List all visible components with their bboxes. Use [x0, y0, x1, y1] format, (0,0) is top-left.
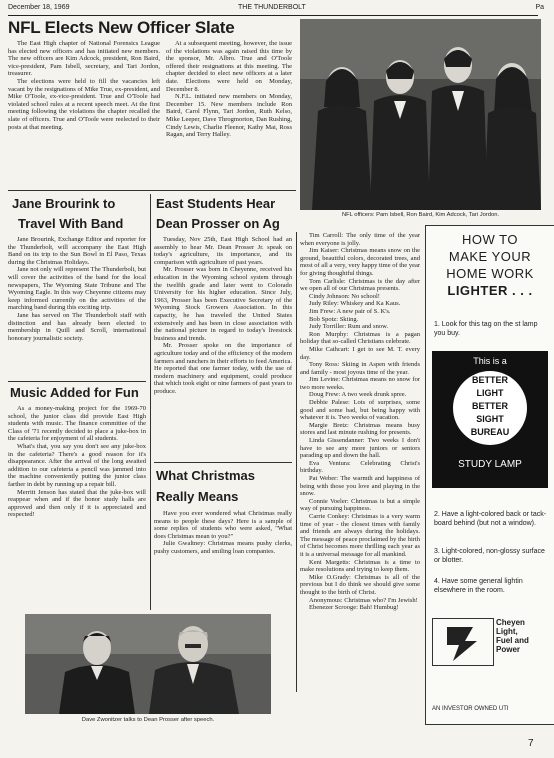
- prosser-photo-caption: Dave Zwonitzer talks to Dean Prosser after speech.: [81, 717, 215, 723]
- brourink-headline-line-1: Jane Brourink to: [12, 196, 116, 211]
- company-name: [496, 618, 552, 654]
- response: Doug Frew: A two week drunk spree.: [309, 391, 407, 399]
- brourink-headline-line-2: Travel With Band: [18, 216, 124, 231]
- prosser-headline-line-1: East Students Hear: [156, 196, 276, 211]
- response: Jim Kaiser: Christmas means snow on the ground, beautiful colors, decorated trees, and most of all a very, very happy time of the year for giving thoughtful things.: [300, 247, 420, 277]
- tag-bottom-text: STUDY LAMP: [458, 459, 522, 470]
- brourink-body: [8, 236, 146, 376]
- response: Anonymous: Christmas who? I'm Jewish!: [309, 596, 418, 604]
- company-name-line: Power: [496, 645, 521, 654]
- response: Mike Cathcart: I get to see M. T. every day.: [300, 345, 420, 361]
- response: Linda Gissendanner: Two weeks I don't have to see any more juniors or seniors parading up and down the hall.: [300, 437, 420, 460]
- ad-line-3: HOME WORK: [446, 266, 534, 281]
- bbsb-seal: [453, 371, 527, 445]
- nfl-officers-illustration: [300, 19, 541, 210]
- paragraph: As a money-making project for the 1969-70 school, the junior class did provide East High students with music. The finance committee of the Class of '71 recently decided to place a juke-box in the cafeteria for enjoyment of all students.: [8, 405, 146, 443]
- company-logo-box: [432, 618, 494, 666]
- nfl-column-1: [8, 40, 160, 162]
- christmas-responses: [300, 232, 420, 725]
- response: Pat Weber: The warmth and happiness of being with those you love and playing in the snow.: [300, 475, 420, 498]
- ad-item-1: 1. Look for this tag on the st lamp you buy.: [434, 321, 538, 337]
- paragraph: Mr. Prosser spoke on the importance of agriculture today and of the efficiency of the modern farmers and ranchers in their efforts to feed America. He reported that one farmer today, with the use of modern machinery and equipment, could produce that which took eight or nine farmers of past years to produce.: [154, 342, 292, 395]
- ad-line-2: MAKE YOUR: [448, 249, 532, 264]
- paragraph: N.F.L. initiated new members on Monday, December 15. New members include Ron Baird, Carol Flynn, Tari Jordon, Ruth Kelso, Mike Leeper, Dave Throgmorton, Dan Rushing, Cindy Lewis, Charlie Fleenor, Kathy Mai, Ross Ragan, and Terry Halley.: [166, 93, 292, 139]
- response: Connie Voeler: Christmas is but a simple way of pursuing happiness.: [300, 497, 420, 513]
- section-divider: [8, 381, 146, 382]
- response: Debbie Palese: Lots of surprises, some good and some bad, but being happy with whatever it is. Two weeks of vacation.: [300, 399, 420, 422]
- music-body: [8, 405, 146, 610]
- paragraph: Julie Gwaltney: Christmas means pushy clerks, pushy customers, and smiling loan companies.: [154, 540, 292, 555]
- section-divider: [8, 190, 296, 191]
- paragraph: Jane not only will represent The Thunderbolt, but will cover the activities of the band for the local newspapers, The Wyoming State Tribune and The Wyoming Eagle. In this way Cheyenne citizens may keep informed currently on the activities of the marching band during this exciting trip.: [8, 266, 146, 312]
- tag-top-text: This is a: [473, 356, 507, 366]
- ad-line-1: HOW TO: [462, 232, 518, 247]
- ad-line-4: LIGHTER . . .: [447, 283, 533, 298]
- paragraph: Mr. Prosser was born in Cheyenne, received his education in the Wyoming school system through the twelfth grade and later went to Colorado University for his higher education. Since July, 1963, Prosser has been Executive Secretary of the Wyoming Stock Growers Association. In this capacity, he has traveled the United States extensively and has been in close association with the national picture in regard to today's livestock business and trends.: [154, 266, 292, 342]
- music-headline: Music Added for Fun: [10, 385, 139, 400]
- page-number: 7: [528, 738, 534, 749]
- page-header: [8, 3, 544, 16]
- seal-word: BETTER: [472, 401, 508, 411]
- bbsb-tag: [432, 351, 548, 488]
- nfl-photo-caption: NFL officers: Pam Isbell, Ron Baird, Kim Adcock, Tari Jordon.: [341, 212, 500, 218]
- response: Bob Spotz: Skiing.: [309, 315, 359, 323]
- study-lamp-ad: [425, 225, 554, 725]
- ad-footer: AN INVESTOR OWNED UTI: [432, 706, 509, 712]
- seal-word: BUREAU: [470, 427, 510, 437]
- paragraph: At a subsequent meeting, however, the issue of the violations was again raised this time by the sponsor, Mr. Albro. True and O'Toole offered their resignations at this meeting. The chapter decided to elect new officers at a later date. Elections were held on Monday, December 8.: [166, 40, 292, 93]
- paragraph: Have you ever wondered what Christmas really means to people these days? Here is a sample of some replies of students who were asked, "What does Christmas mean to you?": [154, 510, 292, 540]
- paragraph: What's that, you say you don't see any juke-box in the cafeteria? There's a good reason for it's disappearance. After the arrival of the long awaited addition to our cafeteria a pencil was jammed into the machine conveniently putting the junior class farther in debt by running up a repair bill.: [8, 442, 146, 488]
- response: Eva Ventura: Celebrating Christ's birthday.: [300, 459, 420, 475]
- response: Tom Carlisle: Christmas is the day after we open all of our Christmas presents.: [300, 277, 420, 293]
- paragraph: Jane Brourink, Exchange Editor and reporter for the Thunderbolt, will accompany the East High Band on its trip to the Sun Bowl in El Paso, Texas during the Christmas Holidays.: [8, 236, 146, 266]
- nfl-headline: NFL Elects New Officer Slate: [8, 18, 235, 37]
- christmas-headline-line-1: What Christmas: [156, 468, 255, 483]
- ad-item-4: 4. Have some general lightin elsewhere in the room.: [434, 578, 523, 594]
- response: Judy Riley: Whiskey and Ka Kaus.: [309, 300, 401, 308]
- seal-word: SIGHT: [476, 414, 504, 424]
- paragraph: The elections were held to fill the vacancies left vacant by the resignations of Mike True, ex-president, and Mike O'Toole, ex-vice-president. True and O'Toole had violated school rules at a recent speech meet. At the first meeting following the violations the chapter recalled the slate of officers. True and O'Toole were reelected to their posts at that meeting.: [8, 77, 160, 131]
- page-abbr: Pa: [535, 4, 544, 11]
- response: Judy Torriller: Rum and snow.: [309, 323, 388, 331]
- ad-item-3: 3. Light-colored, non-glossy surface or blotter.: [434, 548, 545, 564]
- response: Margie Bretz: Christmas means busy stores and last minute rushing for presents.: [300, 421, 420, 437]
- response: Jim Frew: A new pair of S. K's.: [309, 307, 391, 315]
- prosser-photo: [25, 614, 271, 714]
- response: Jim Levine: Christmas means no snow for two more weeks.: [300, 376, 420, 391]
- seal-word: BETTER: [472, 375, 508, 385]
- prosser-body: [154, 236, 292, 460]
- response: Mike O.Grady: Christmas is all of the previous but I do think we should give some thought to the birth of Christ.: [300, 573, 420, 596]
- nfl-column-2: [166, 40, 292, 162]
- response: Carrie Conkey: Christmas is a very warm time of year - the closest times with family and friends are always during the holidays. The message of peace proclaimed by the birth of Christ becomes more thrilling each year as it is a universal message for all mankind.: [300, 512, 420, 558]
- column-rule: [150, 194, 151, 610]
- prosser-photo-illustration: [25, 614, 271, 714]
- response: Ron Murphy: Christmas is a pagan holiday that so-called Christians celebrate.: [300, 330, 420, 346]
- issue-date: December 18, 1969: [8, 4, 70, 11]
- response: Tony Ross: Skiing in Aspen with friends and family - most joyous time of the year.: [300, 361, 420, 376]
- paragraph: Jane has served on The Thunderbolt staff with distinction and has already been elected to membership in Quill and Scroll, international honorary journalistic society.: [8, 311, 146, 342]
- response: Tim Carroll: The only time of the year when everyone is jolly.: [300, 232, 420, 247]
- response: Ebenezer Scrooge: Bah! Humbug!: [309, 604, 399, 612]
- nfl-officers-photo: [300, 19, 541, 210]
- christmas-headline-line-2: Really Means: [156, 489, 239, 504]
- paragraph: Merritt Jenson has stated that the juke-box will reappear when and if the honor study halls are approved and then only if it is appreciated and respected!: [8, 488, 146, 519]
- paper-name: THE THUNDERBOLT: [238, 4, 306, 11]
- column-rule: [296, 232, 297, 692]
- lightning-logo-icon: [433, 619, 493, 665]
- section-divider: [154, 462, 292, 463]
- company-name-line: Light,: [496, 627, 518, 636]
- response: Keni Margetts: Christmas is a time to make resolutions and trying to keep them.: [300, 558, 420, 574]
- seal-word: LIGHT: [476, 388, 504, 398]
- company-name-line: Cheyen: [496, 618, 525, 627]
- paragraph: Tuesday, Nov 25th, East High School had an assembly to hear Mr. Dean Prosser Jr. speak on today's agriculture, its importance, and its comparison with agriculture of past years.: [154, 236, 292, 266]
- company-name-line: Fuel and: [496, 636, 529, 645]
- response: Cindy Johnson: No school!: [309, 292, 380, 300]
- christmas-body: [154, 510, 292, 610]
- ad-item-2: 2. Have a light-colored back or tack-board behind (but not a window).: [434, 511, 547, 527]
- paragraph: The East High chapter of National Forensics League has elected new officers and has initiated new members. The new officers are Kim Adcock, president, Ron Baird, vice-president, Pam Isbell, secretary, and Tari Jordon, treasurer.: [8, 40, 160, 78]
- prosser-headline-line-2: Dean Prosser on Ag: [156, 216, 280, 231]
